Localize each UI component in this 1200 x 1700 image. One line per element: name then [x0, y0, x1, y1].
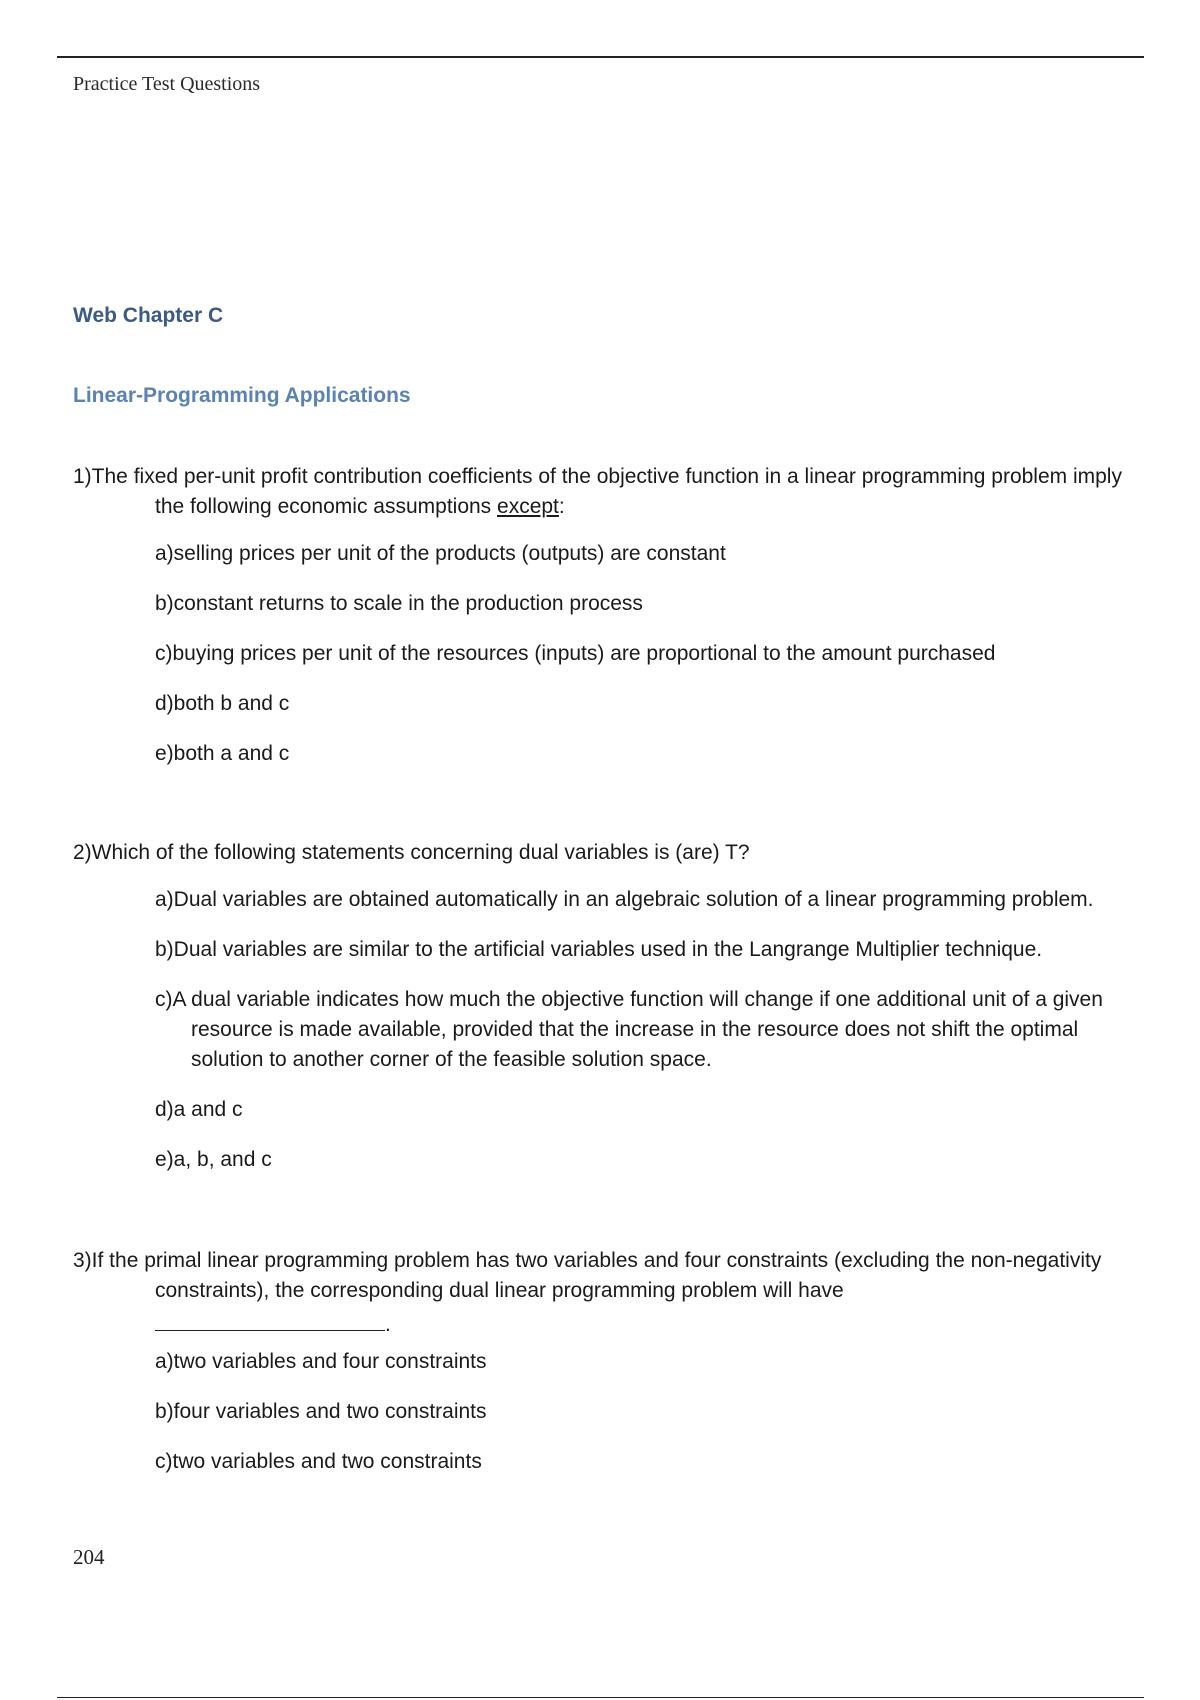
question-2 [73, 838, 1153, 1195]
page-number: 204 [73, 1545, 105, 1569]
chapter-subtitle: Linear-Programming Applications [73, 384, 411, 407]
bottom-rule [57, 1697, 1144, 1698]
option-e[interactable]: e)a, b, and c [155, 1148, 272, 1171]
option-b[interactable]: b)four variables and two constraints [155, 1400, 487, 1423]
option-b[interactable]: b)constant returns to scale in the production process [155, 592, 643, 615]
option-c[interactable]: c)buying prices per unit of the resources (inputs) are proportional to the amount purchased [155, 642, 996, 665]
option-d[interactable]: d)a and c [155, 1098, 243, 1121]
option-c[interactable]: c)two variables and two constraints [155, 1450, 482, 1473]
blank-period: . [385, 1313, 391, 1336]
option-b[interactable]: b)Dual variables are similar to the artificial variables used in the Langrange Multiplier technique. [155, 938, 1043, 961]
question-1-stem [73, 462, 1153, 522]
option-a[interactable]: a)two variables and four constraints [155, 1350, 487, 1373]
answer-blank [155, 1310, 1153, 1336]
question-3 [73, 1246, 1153, 1497]
question-3-options [73, 1347, 1153, 1477]
option-a[interactable]: a)selling prices per unit of the products (outputs) are constant [155, 542, 726, 565]
option-c[interactable]: c)A dual variable indicates how much the objective function will change if one additional unit of a given resource is made available, provided that the increase in the resource does not shift the optimal solution to another corner of the feasible solution space. [155, 988, 1103, 1071]
blank-underline [155, 1330, 385, 1331]
question-2-stem: 2)Which of the following statements concerning dual variables is (are) T? [73, 841, 750, 864]
question-1-stem-text: 1)The fixed per-unit profit contribution coefficients of the objective function in a linear programming problem imply the following economic assumptions [73, 465, 1122, 518]
question-2-options [73, 885, 1153, 1175]
question-3-stem: 3)If the primal linear programming problem has two variables and four constraints (excluding the non-negativity constraints), the corresponding dual linear programming problem will have [73, 1249, 1102, 1302]
question-1-options [73, 539, 1153, 769]
question-1-stem-end: : [558, 495, 565, 518]
question-1-emphasis: except [497, 495, 559, 518]
option-a[interactable]: a)Dual variables are obtained automatically in an algebraic solution of a linear programming problem. [155, 888, 1094, 911]
question-1 [73, 462, 1153, 789]
chapter-title: Web Chapter C [73, 304, 224, 327]
option-d[interactable]: d)both b and c [155, 692, 290, 715]
option-e[interactable]: e)both a and c [155, 742, 290, 765]
page-header: Practice Test Questions [73, 73, 261, 95]
top-rule [57, 56, 1144, 58]
